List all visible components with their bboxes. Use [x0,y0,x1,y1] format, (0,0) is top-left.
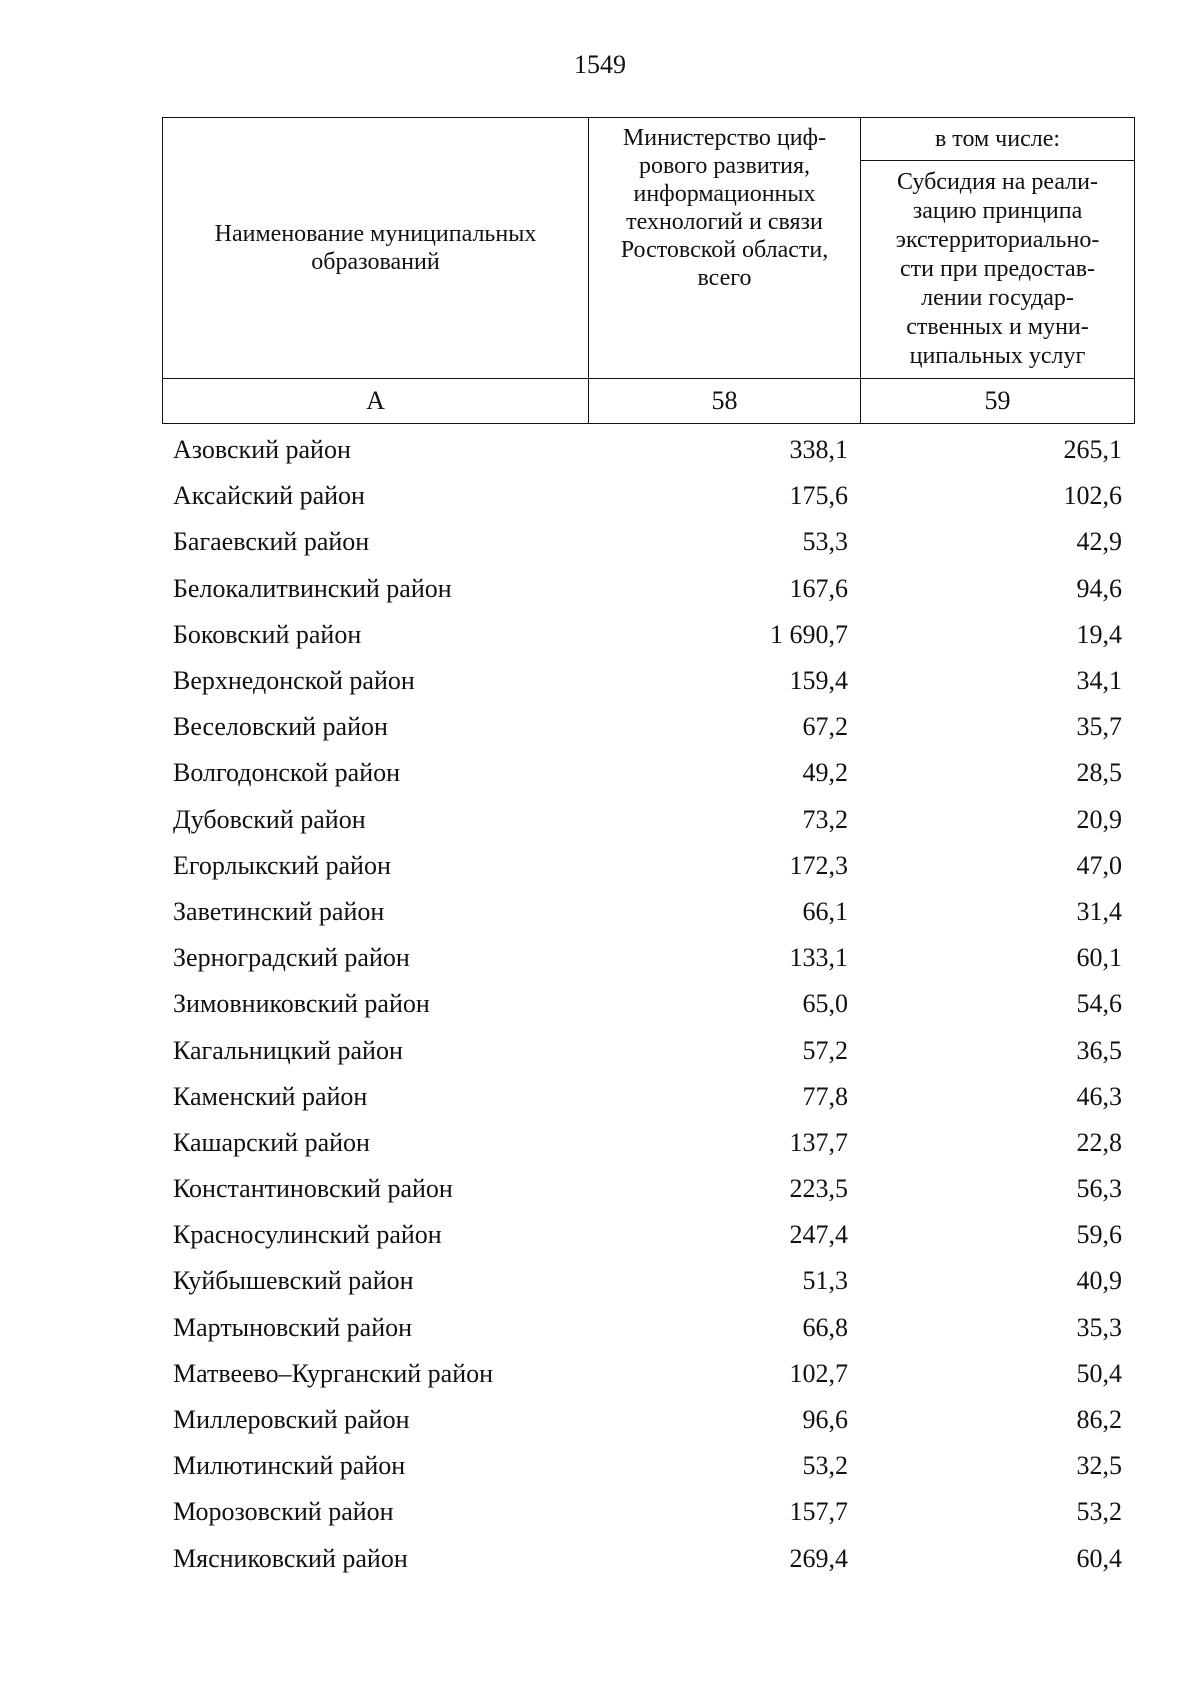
table-row [162,750,1134,796]
ministry-total-value: 137,7 [789,1127,848,1157]
municipality-name-cell: Волгодонской район [173,758,401,788]
municipality-name-cell: Милютинский район [173,1451,406,1481]
ministry-total-value: 73,2 [802,804,848,834]
table-row [162,1120,1134,1166]
table-row [162,1074,1134,1120]
municipality-name-cell: Заветинский район [173,896,385,926]
subsidy-value: 60,4 [1076,1543,1122,1573]
subsidy-value: 94,6 [1076,573,1122,603]
ministry-total-value: 223,5 [789,1174,848,1204]
header-subsidy-line: сти при предостав- [899,255,1096,282]
municipality-name-cell: Мартыновский район [173,1312,413,1342]
header-including: в том числе: [861,118,1135,161]
municipality-name-cell: Куйбышевский район [173,1266,414,1296]
table-row [162,427,1134,473]
subsidy-value: 46,3 [1076,1081,1122,1111]
table-row [162,1351,1134,1397]
table-body [162,427,1134,1582]
municipality-name-cell: Зимовниковский район [173,989,430,1019]
ministry-total-value: 269,4 [789,1543,848,1573]
ministry-total-value: 49,2 [802,758,848,788]
table-row [162,843,1134,889]
table-row [162,566,1134,612]
subsidy-value: 47,0 [1076,850,1122,880]
table-row [162,1443,1134,1489]
table-row [162,473,1134,519]
ministry-total-value: 53,3 [802,527,848,557]
header-ministry-line: рового развития, [638,153,811,179]
subsidy-value: 50,4 [1076,1358,1122,1388]
table-header [162,117,1135,424]
ministry-total-value: 175,6 [789,481,848,511]
table-row [162,1489,1134,1535]
municipality-name-cell: Мясниковский район [173,1543,408,1573]
ministry-total-value: 1 690,7 [770,619,848,649]
table-row [162,935,1134,981]
header-subsidy-line: ственных и муни- [906,313,1089,340]
ministry-total-value: 66,8 [802,1312,848,1342]
municipality-name-cell: Кагальницкий район [173,1035,403,1065]
page-number: 1549 [574,50,626,79]
table-row [162,519,1134,565]
header-ministry-line: технологий и связи [626,209,823,235]
subsidy-value: 102,6 [1063,481,1122,511]
subsidy-value: 40,9 [1076,1266,1122,1296]
ministry-total-value: 57,2 [802,1035,848,1065]
table-row [162,1027,1134,1073]
ministry-total-value: 167,6 [789,573,848,603]
municipality-name-cell: Константиновский район [173,1174,453,1204]
subsidy-value: 34,1 [1076,666,1122,696]
subsidy-value: 35,3 [1076,1312,1122,1342]
header-subsidy [861,160,1135,378]
ministry-total-value: 66,1 [802,896,848,926]
table-row [162,1212,1134,1258]
header-ministry-line: Министерство циф- [622,125,827,151]
subsidy-value: 31,4 [1076,896,1122,926]
header-subsidy-line: ципальных услуг [909,342,1086,369]
subsidy-value: 60,1 [1076,943,1122,973]
ministry-total-value: 53,2 [802,1451,848,1481]
column-number-58: 58 [589,379,861,424]
table-row [162,704,1134,750]
ministry-total-value: 96,6 [802,1405,848,1435]
budget-table [162,117,1134,1582]
table-row [162,1305,1134,1351]
table-row [162,797,1134,843]
subsidy-value: 59,6 [1076,1220,1122,1250]
municipality-name-cell: Веселовский район [173,712,388,742]
ministry-total-value: 67,2 [802,712,848,742]
ministry-total-value: 77,8 [802,1081,848,1111]
table-row [162,1536,1134,1582]
table-row [162,1397,1134,1443]
ministry-total-value: 159,4 [789,666,848,696]
municipality-name-cell: Красносулинский район [173,1220,442,1250]
subsidy-value: 56,3 [1076,1174,1122,1204]
ministry-total-value: 338,1 [789,435,848,465]
header-municipality-name: Наименование муниципальных образований [163,118,589,379]
table-row [162,612,1134,658]
municipality-name-cell: Егорлыкский район [173,850,391,880]
municipality-name-cell: Морозовский район [173,1497,394,1527]
subsidy-value: 32,5 [1076,1451,1122,1481]
table-row [162,1258,1134,1304]
subsidy-value: 53,2 [1076,1497,1122,1527]
header-subsidy-line: зацию принципа [912,197,1083,224]
municipality-name-cell: Кашарский район [173,1127,370,1157]
subsidy-value: 54,6 [1076,989,1122,1019]
ministry-total-value: 65,0 [802,989,848,1019]
subsidy-value: 28,5 [1076,758,1122,788]
ministry-total-value: 51,3 [802,1266,848,1296]
subsidy-value: 35,7 [1076,712,1122,742]
column-number-59: 59 [861,379,1135,424]
header-ministry-line: информационных [633,181,816,207]
municipality-name-cell: Зерноградский район [173,943,410,973]
header-subsidy-line: Субсидия на реали- [896,168,1098,195]
municipality-name-cell: Дубовский район [173,804,366,834]
municipality-name-cell: Багаевский район [173,527,370,557]
header-subsidy-line: экстерриториально- [895,226,1100,253]
subsidy-value: 265,1 [1063,435,1122,465]
ministry-total-value: 172,3 [789,850,848,880]
header-subsidy-line: лении государ- [921,284,1074,311]
municipality-name-cell: Матвеево–Курганский район [173,1358,494,1388]
header-ministry-total [589,118,861,379]
header-ministry-line: всего [697,265,752,291]
subsidy-value: 36,5 [1076,1035,1122,1065]
ministry-total-value: 247,4 [789,1220,848,1250]
table-row [162,1166,1134,1212]
subsidy-value: 19,4 [1076,619,1122,649]
subsidy-value: 22,8 [1076,1127,1122,1157]
municipality-name-cell: Азовский район [173,435,351,465]
municipality-name-cell: Аксайский район [173,481,365,511]
ministry-total-value: 102,7 [789,1358,848,1388]
column-number-a: А [163,379,589,424]
table-row [162,981,1134,1027]
municipality-name-cell: Боковский район [173,619,362,649]
municipality-name-cell: Каменский район [173,1081,368,1111]
table-row [162,889,1134,935]
municipality-name-cell: Белокалитвинский район [173,573,452,603]
municipality-name-cell: Миллеровский район [173,1405,410,1435]
ministry-total-value: 133,1 [789,943,848,973]
subsidy-value: 20,9 [1076,804,1122,834]
header-ministry-line: Ростовской области, [620,237,829,263]
municipality-name-cell: Верхнедонской район [173,666,415,696]
subsidy-value: 42,9 [1076,527,1122,557]
subsidy-value: 86,2 [1076,1405,1122,1435]
table-row [162,658,1134,704]
ministry-total-value: 157,7 [789,1497,848,1527]
